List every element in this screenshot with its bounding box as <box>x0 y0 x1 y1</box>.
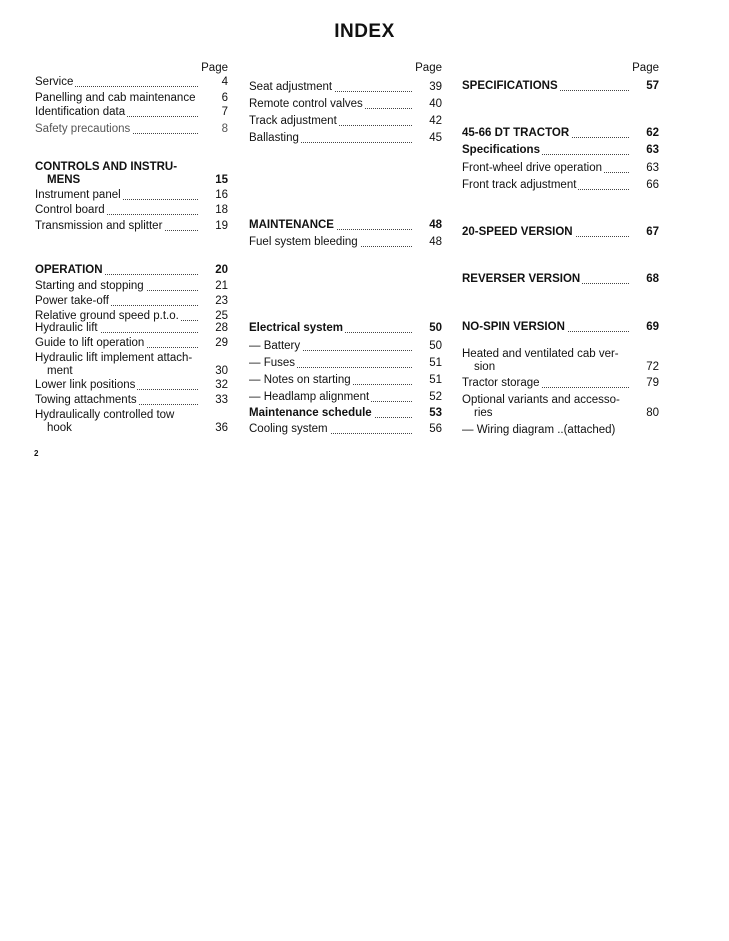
entry-label <box>35 204 107 216</box>
entry-label-line: Relative ground speed p.t.o. <box>35 310 179 322</box>
index-entry-title <box>35 280 204 293</box>
index-entry-title <box>462 80 635 93</box>
entry-label-line: Starting and stopping <box>35 280 144 292</box>
entry-label-line: Lower link positions <box>35 379 136 391</box>
entry-label-line: Hydraulic lift implement attach- <box>35 352 193 364</box>
index-entry-title <box>249 132 418 145</box>
index-entry-title <box>249 374 418 387</box>
index-entry <box>35 123 228 136</box>
entry-page-number: 72 <box>646 361 659 373</box>
index-entry-title <box>462 321 635 334</box>
page-title: INDEX <box>334 21 395 42</box>
index-entry <box>249 322 442 335</box>
index-entry <box>35 106 228 119</box>
entry-label <box>35 123 132 135</box>
index-entry-title <box>35 352 204 378</box>
entry-label-line: — Headlamp alignment <box>249 391 370 403</box>
entry-label-line: Cooling system <box>249 423 328 435</box>
index-entry-title <box>249 407 418 420</box>
entry-label <box>462 144 542 156</box>
entry-label-line: 45-66 DT TRACTOR <box>462 127 570 139</box>
index-entry-title <box>249 391 418 404</box>
index-entry <box>35 189 228 202</box>
entry-label-line: Ballasting <box>249 132 299 144</box>
index-entry-title <box>462 144 635 157</box>
entry-page-number: 8 <box>221 123 228 135</box>
entry-label-line: MAINTENANCE <box>249 219 334 231</box>
entry-label <box>462 80 560 92</box>
index-entry-title <box>35 189 204 202</box>
index-entry <box>462 80 659 93</box>
index-entry-title <box>35 220 204 233</box>
entry-page-number: 16 <box>215 189 228 201</box>
index-entry-title <box>35 123 204 136</box>
index-entry <box>462 394 659 420</box>
entry-label-line: Optional variants and accesso- <box>462 394 620 406</box>
entry-label-line: Maintenance schedule <box>249 407 372 419</box>
entry-page-number: 21 <box>215 280 228 292</box>
entry-page-number: 51 <box>429 357 442 369</box>
index-entry-title <box>249 322 418 335</box>
index-entry <box>35 204 228 217</box>
entry-label-line: Hydraulic lift <box>35 322 98 334</box>
index-entry-title <box>462 394 635 420</box>
entry-label-line: NO-SPIN VERSION <box>462 321 565 333</box>
index-entry-title <box>249 340 418 353</box>
entry-label-line: Service <box>35 76 74 88</box>
entry-label-line: Track adjustment <box>249 115 337 127</box>
entry-page-number: 51 <box>429 374 442 386</box>
index-entry <box>249 115 442 128</box>
entry-page-number: 79 <box>646 377 659 389</box>
index-entry <box>462 226 659 239</box>
index-entry-title <box>462 179 635 192</box>
index-entry-title <box>462 226 635 239</box>
entry-label <box>35 352 204 378</box>
index-entry <box>249 219 442 232</box>
entry-label <box>462 424 617 436</box>
entry-label <box>35 106 127 118</box>
entry-label-line-continued: ries <box>474 407 493 419</box>
index-entry <box>35 352 228 378</box>
entry-label <box>35 189 123 201</box>
entry-label <box>249 115 339 127</box>
index-entry-title <box>249 81 418 94</box>
entry-page-number: 33 <box>215 394 228 406</box>
index-column-2 <box>249 61 442 435</box>
entry-label-line: OPERATION <box>35 264 103 276</box>
index-entry <box>462 144 659 157</box>
index-entry <box>462 162 659 175</box>
entry-label <box>35 280 146 292</box>
entry-page-number: 28 <box>215 322 228 334</box>
index-entry-title <box>35 264 204 277</box>
entry-page-number: 15 <box>215 174 228 186</box>
index-entry <box>462 179 659 192</box>
entry-label-line: Specifications <box>462 144 540 156</box>
index-entry <box>35 337 228 350</box>
index-entry <box>35 161 228 187</box>
entry-label <box>35 337 146 349</box>
entry-page-number: 53 <box>429 407 442 419</box>
index-entry-title <box>35 379 204 392</box>
index-entry <box>35 409 228 435</box>
index-entry <box>462 348 659 374</box>
index-entry <box>35 92 228 105</box>
index-entry-title <box>249 115 418 128</box>
entry-page-number: 63 <box>646 162 659 174</box>
index-entry <box>249 81 442 94</box>
entry-label <box>462 321 567 333</box>
index-entry-title <box>35 204 204 217</box>
entry-label-line-continued: ment <box>47 365 73 377</box>
entry-label <box>249 132 301 144</box>
entry-label <box>249 357 297 369</box>
entry-label-line: Heated and ventilated cab ver- <box>462 348 619 360</box>
entry-page-number: 23 <box>215 295 228 307</box>
entry-page-number: 48 <box>429 219 442 231</box>
entry-label <box>249 236 360 248</box>
entry-label-line: CONTROLS AND INSTRU- <box>35 161 178 173</box>
entry-page-number: 25 <box>215 310 228 322</box>
index-entry <box>249 391 442 404</box>
entry-label-line-continued: MENS <box>47 174 81 186</box>
index-entry <box>35 220 228 233</box>
index-entry <box>249 357 442 370</box>
entry-page-number: 39 <box>429 81 442 93</box>
entry-page-number: 80 <box>646 407 659 419</box>
entry-page-number: 62 <box>646 127 659 139</box>
entry-label <box>35 310 181 322</box>
entry-label <box>249 374 353 386</box>
entry-page-number: 67 <box>646 226 659 238</box>
index-entry-title <box>462 348 635 374</box>
entry-label-line: Transmission and splitter <box>35 220 163 232</box>
entry-label <box>35 92 197 104</box>
entry-label <box>462 127 571 139</box>
entry-page-number: 45 <box>429 132 442 144</box>
index-entry <box>35 379 228 392</box>
entry-label <box>249 81 334 93</box>
entry-label-line: Electrical system <box>249 322 343 334</box>
entry-label <box>462 394 635 420</box>
entry-page-number: 19 <box>215 220 228 232</box>
entry-label <box>35 264 105 276</box>
entry-page-number: 68 <box>646 273 659 285</box>
index-entry <box>462 424 659 437</box>
page-column-label: Page <box>632 62 659 74</box>
index-entry-title <box>462 424 635 437</box>
index-entry-title <box>249 236 418 249</box>
entry-label-line-continued: sion <box>474 361 496 373</box>
index-entry <box>35 295 228 308</box>
entry-page-number: 63 <box>646 144 659 156</box>
entry-label <box>462 273 582 285</box>
entry-label <box>35 295 111 307</box>
entry-label-line: 20-SPEED VERSION <box>462 226 573 238</box>
entry-page-number: 29 <box>215 337 228 349</box>
index-entry <box>462 127 659 140</box>
entry-page-number: 32 <box>215 379 228 391</box>
entry-label-line: Guide to lift operation <box>35 337 145 349</box>
index-entry-title <box>35 295 204 308</box>
entry-page-number: 50 <box>429 322 442 334</box>
page-column-label: Page <box>415 62 442 74</box>
entry-label <box>35 76 75 88</box>
index-entry-title <box>462 127 635 140</box>
index-entry-title <box>249 357 418 370</box>
index-entry-title <box>35 76 204 89</box>
index-entry-title <box>35 409 204 435</box>
entry-page-number: 20 <box>215 264 228 276</box>
entry-label-line: Towing attachments <box>35 394 137 406</box>
index-entry <box>249 132 442 145</box>
entry-label-line: Front track adjustment <box>462 179 577 191</box>
index-entry-title <box>462 273 635 286</box>
entry-label <box>249 423 330 435</box>
index-entry-title <box>249 98 418 111</box>
entry-label <box>462 348 635 374</box>
entry-page-number: 18 <box>215 204 228 216</box>
entry-label-line: — Wiring diagram ..(attached) <box>462 424 616 436</box>
entry-label <box>249 98 365 110</box>
entry-label-line: Front-wheel drive operation <box>462 162 602 174</box>
index-entry <box>249 423 442 436</box>
entry-label <box>249 391 371 403</box>
index-entry-title <box>35 322 204 335</box>
entry-label-line: Safety precautions <box>35 123 131 135</box>
entry-page-number: 57 <box>646 80 659 92</box>
entry-label <box>462 162 604 174</box>
page-column-label: Page <box>201 62 228 74</box>
entry-label-line: Instrument panel <box>35 189 121 201</box>
entry-label-line: Tractor storage <box>462 377 540 389</box>
index-entry <box>35 264 228 277</box>
entry-label <box>35 409 204 435</box>
entry-label <box>462 377 542 389</box>
index-entry-title <box>35 92 204 105</box>
index-entry <box>462 273 659 286</box>
entry-page-number: 6 <box>221 92 228 104</box>
entry-label-line: Identification data <box>35 106 126 118</box>
entry-label <box>249 340 302 352</box>
index-entry-title <box>249 423 418 436</box>
entry-label-line: Control board <box>35 204 105 216</box>
index-entry <box>462 321 659 334</box>
entry-page-number: 56 <box>429 423 442 435</box>
entry-page-number: 40 <box>429 98 442 110</box>
entry-label-line: Hydraulically controlled tow <box>35 409 175 421</box>
entry-label-line: Seat adjustment <box>249 81 333 93</box>
index-column-3 <box>462 61 659 436</box>
entry-label-line: — Battery <box>249 340 301 352</box>
index-entry <box>249 374 442 387</box>
index-entry <box>249 407 442 420</box>
index-entry-title <box>462 377 635 390</box>
entry-label <box>35 394 139 406</box>
entry-page-number: 42 <box>429 115 442 127</box>
entry-page-number: 52 <box>429 391 442 403</box>
index-column-1 <box>35 61 228 434</box>
entry-page-number: 48 <box>429 236 442 248</box>
entry-page-number: 69 <box>646 321 659 333</box>
entry-page-number: 30 <box>215 365 228 377</box>
entry-label <box>249 407 374 419</box>
index-entry-title <box>249 219 418 232</box>
index-entry <box>249 340 442 353</box>
entry-page-number: 4 <box>221 76 228 88</box>
page-number: 2 <box>34 449 39 458</box>
entry-label-line: Power take-off <box>35 295 109 307</box>
index-entry <box>35 322 228 335</box>
entry-label-line: Fuel system bleeding <box>249 236 358 248</box>
entry-label <box>249 219 336 231</box>
entry-label <box>35 220 164 232</box>
entry-label <box>35 161 204 187</box>
index-entry <box>35 394 228 407</box>
entry-label-line: Remote control valves <box>249 98 363 110</box>
entry-label <box>462 226 575 238</box>
index-entry-title <box>462 162 635 175</box>
entry-label <box>249 322 345 334</box>
index-entry <box>249 236 442 249</box>
index-entry <box>35 76 228 89</box>
entry-label-line: — Fuses <box>249 357 296 369</box>
entry-page-number: 50 <box>429 340 442 352</box>
entry-label-line: — Notes on starting <box>249 374 351 386</box>
entry-label <box>462 179 578 191</box>
entry-page-number: 66 <box>646 179 659 191</box>
index-entry-title <box>35 394 204 407</box>
index-entry <box>35 280 228 293</box>
entry-label <box>35 379 137 391</box>
index-entry-title <box>35 337 204 350</box>
entry-label-line: SPECIFICATIONS <box>462 80 558 92</box>
index-entry-title <box>35 161 204 187</box>
entry-label-line-continued: hook <box>47 422 72 434</box>
entry-page-number: 7 <box>221 106 228 118</box>
entry-label-line: REVERSER VERSION <box>462 273 581 285</box>
entry-page-number: 36 <box>215 422 228 434</box>
entry-label-line: Panelling and cab maintenance <box>35 92 196 104</box>
index-entry <box>249 98 442 111</box>
entry-label <box>35 322 100 334</box>
index-entry-title <box>35 106 204 119</box>
index-entry <box>462 377 659 390</box>
